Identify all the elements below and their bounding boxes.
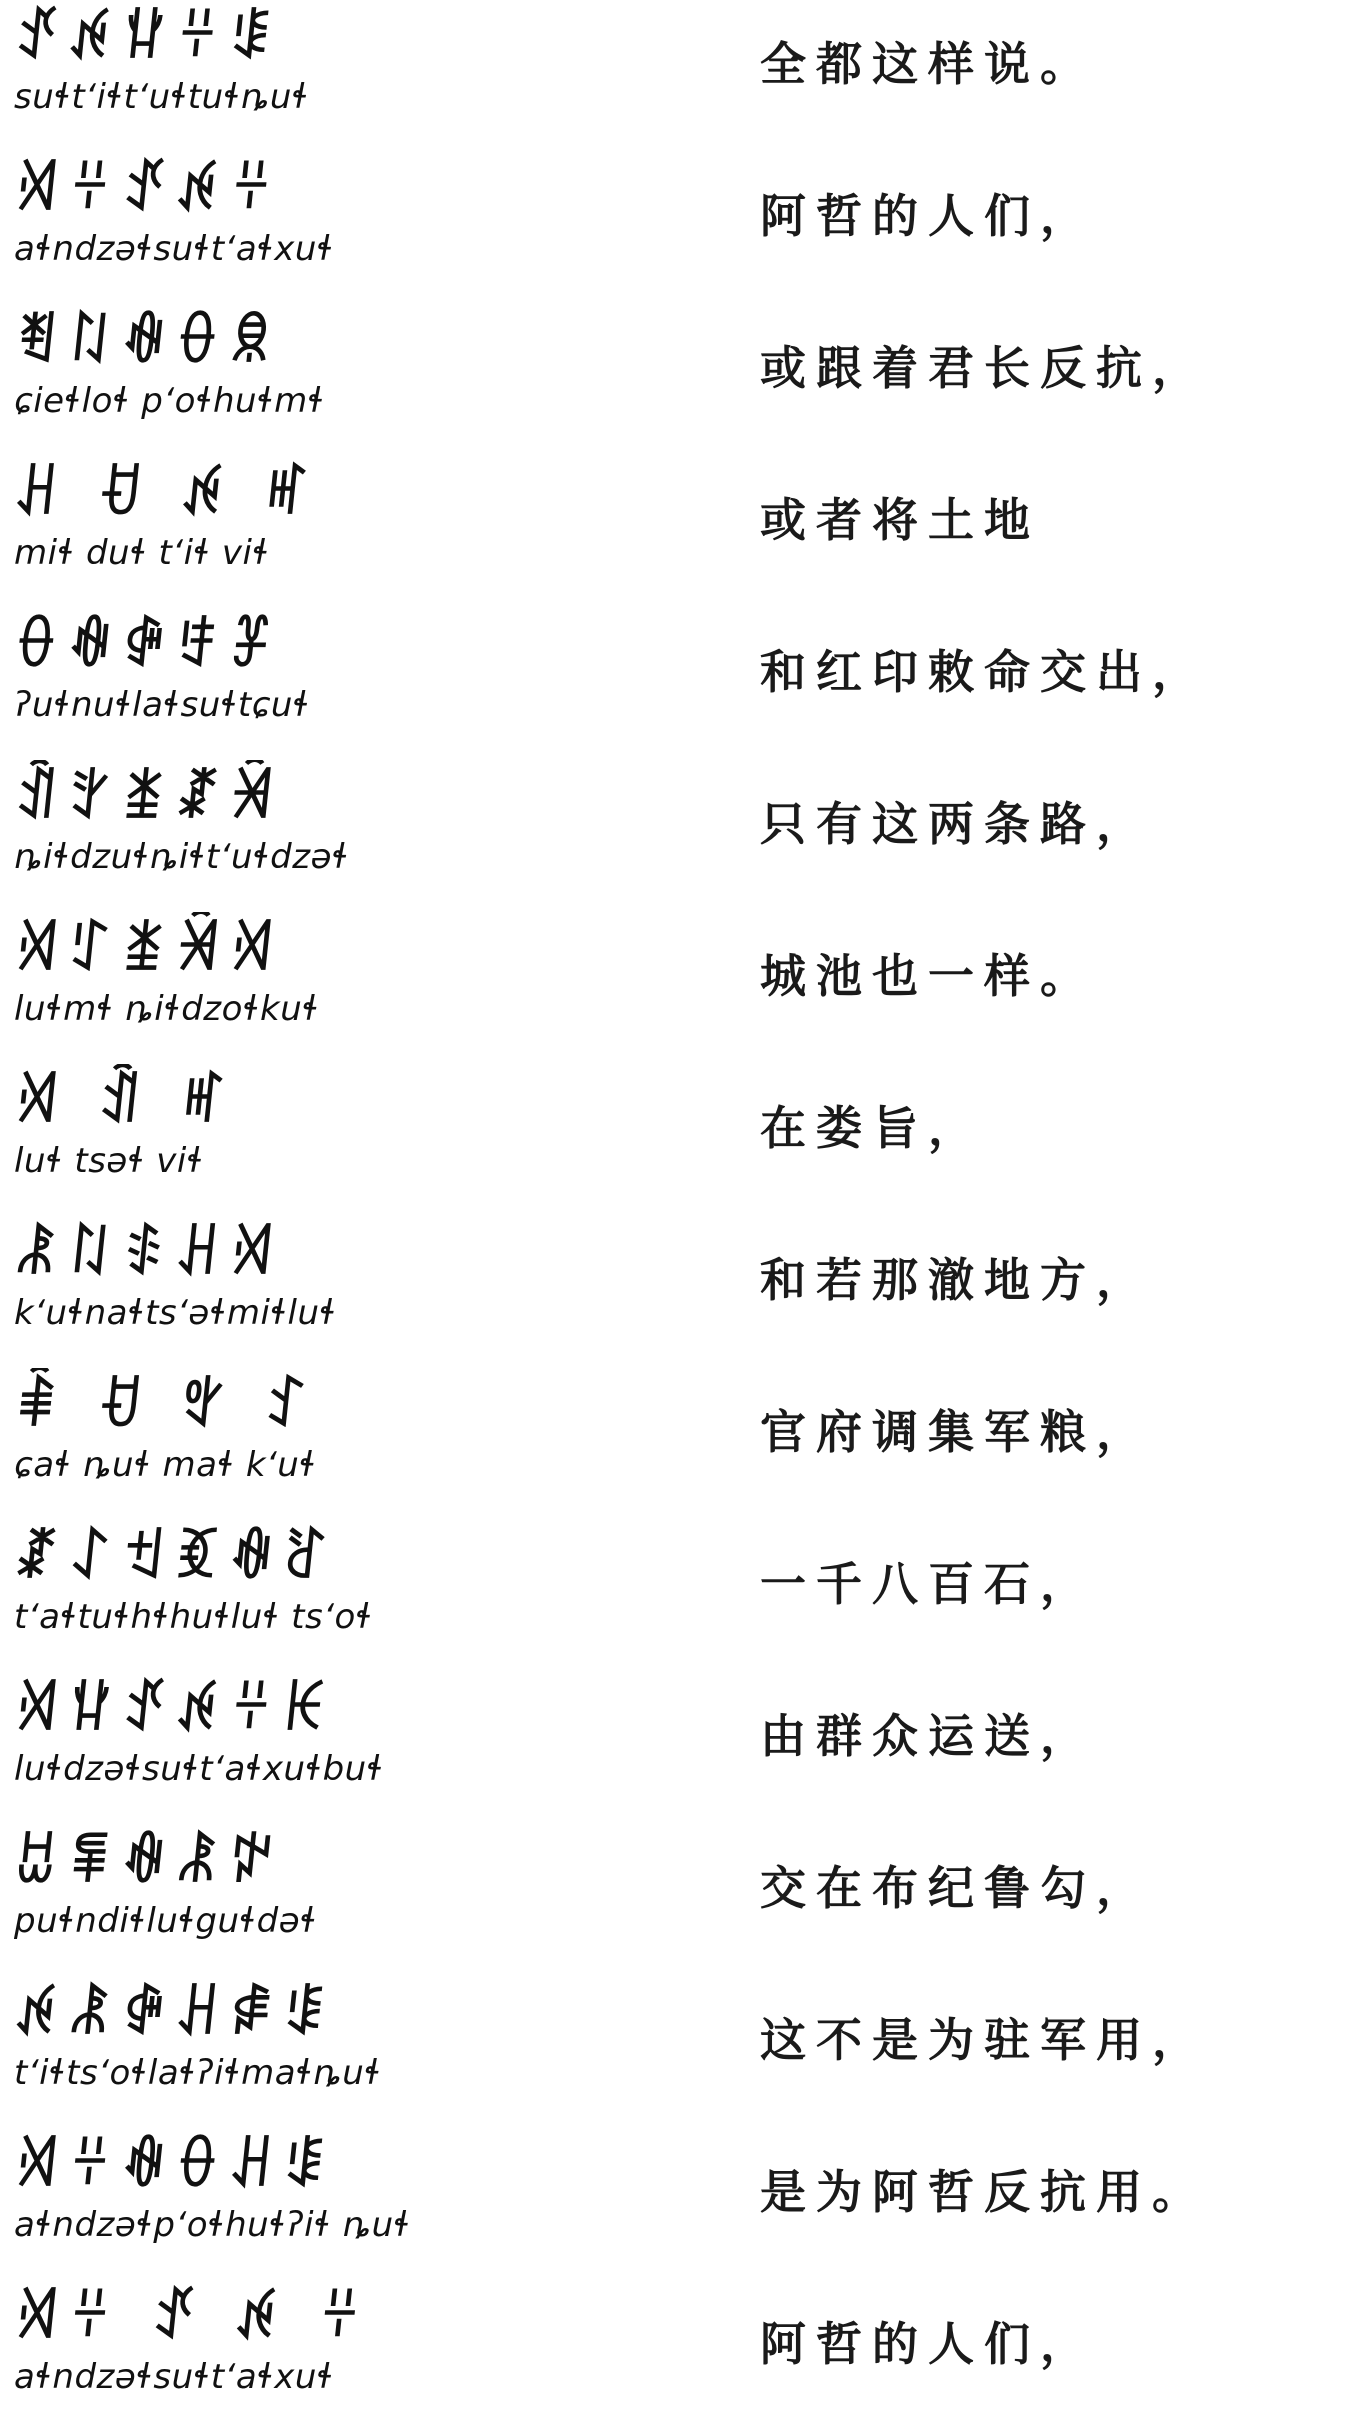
chinese-translation: 只有这两条路， (760, 797, 1152, 851)
yi-script-line: ꄮꇁꊿꂷꌋ (10, 310, 287, 375)
yi-text-block (10, 2280, 454, 2430)
yi-script-line: ꀉꇬꁧꊨꈀ (10, 766, 287, 831)
yi-script-line: ꂷꊿꋤꄜꐞ (10, 614, 287, 679)
chinese-translation: 在娄旨， (760, 1101, 984, 1155)
verse-row-1 (0, 0, 1359, 150)
yi-text-block (10, 1976, 454, 2126)
chinese-translation: 阿哲的人们， (760, 189, 1096, 243)
chinese-translation: 城池也一样。 (760, 949, 1096, 1003)
chinese-translation: 或跟着君长反抗， (760, 341, 1208, 395)
verse-row-12 (0, 1672, 1359, 1822)
yi-script-line: ꀋꉌꃚꇭꌐ (10, 6, 287, 71)
verse-row-13 (0, 1824, 1359, 1974)
verse-row-7 (0, 912, 1359, 1062)
chinese-translation: 和若那澈地方， (760, 1253, 1152, 1307)
romanization-line: kʻuɬnaɬtsʻəɬmiɬluɬ (14, 1293, 337, 1333)
chinese-translation: 阿哲的人们， (760, 2317, 1096, 2371)
verse-row-4 (0, 456, 1359, 606)
yi-text-block (10, 152, 454, 302)
yi-script-line: ꄉꇭꊿꂷꃅꌐ (10, 2134, 340, 2199)
chinese-translation: 由群众运送， (760, 1709, 1096, 1763)
yi-script-line: ꀠꁉꊿꂿꉢ (10, 1830, 287, 1895)
verse-row-16 (0, 2280, 1359, 2430)
yi-text-block (10, 2128, 454, 2278)
yi-text-block (10, 1064, 454, 1214)
romanization-line: miɬ duɬ tʻiɬ viɬ (14, 533, 270, 573)
romanization-line: suɬtʻiɬtʻuɬtuɬȵuɬ (14, 77, 309, 117)
verse-row-9 (0, 1216, 1359, 1366)
yi-script-line: ꄉꇭ ꀋ ꉌ ꇭ (10, 2286, 375, 2351)
verse-row-8 (0, 1064, 1359, 1214)
verse-row-15 (0, 2128, 1359, 2278)
yi-text-block (10, 760, 454, 910)
yi-script-line: ꑋ ꀀ ꃰ ꉘ (10, 1374, 321, 1439)
yi-text-block (10, 912, 454, 1062)
romanization-line: puɬndiɬluɬguɬdəɬ (14, 1901, 318, 1941)
verse-row-14 (0, 1976, 1359, 2126)
yi-text-block (10, 1824, 454, 1974)
yi-script-line: ꄉꇰꁧꈀꄉ (10, 918, 287, 983)
yi-text-block (10, 1520, 454, 1670)
romanization-line: ȵiɬdzuɬȵiɬtʻuɬdzəɬ (14, 837, 350, 877)
yi-script-line: ꃅ ꀀ ꉌ ꎭ (10, 462, 321, 527)
romanization-line: luɬmɬ ȵiɬdzoɬkuɬ (14, 989, 320, 1029)
yi-text-block (10, 456, 454, 606)
yi-text-block (10, 304, 454, 454)
romanization-line: luɬdzəɬsuɬtʻaɬxuɬbuɬ (14, 1749, 384, 1789)
verse-row-6 (0, 760, 1359, 910)
yi-script-line: ꂿꇁꌙꃅꄉ (10, 1222, 287, 1287)
verse-row-10 (0, 1368, 1359, 1518)
yi-text-block (10, 608, 454, 758)
yi-script-line: ꄉ ꀉ ꎭ (10, 1070, 238, 1135)
yi-script-line: ꄉꃚꀋꉌꇭꀘ (10, 1678, 340, 1743)
yi-script-line: ꄉꇭꀋꉌꇭ (10, 158, 287, 223)
romanization-line: tʻiɬtsʻoɬlaɬʔiɬmaɬȵuɬ (14, 2053, 382, 2093)
chinese-translation: 全都这样说。 (760, 37, 1096, 91)
romanization-line: aɬndzəɬpʻoɬhuɬʔiɬ ȵuɬ (14, 2205, 411, 2245)
chinese-translation: 或者将土地 (760, 493, 1040, 547)
verse-row-5 (0, 608, 1359, 758)
romanization-line: aɬndzəɬsuɬtʻaɬxuɬ (14, 2357, 334, 2397)
chinese-translation: 一千八百石， (760, 1557, 1096, 1611)
yi-script-line: ꉌꂿꋤꃅꍂꌐ (10, 1982, 340, 2047)
yi-text-block (10, 1672, 454, 1822)
romanization-line: ɕieɬloɬ pʻoɬhuɬmɬ (14, 381, 325, 421)
chinese-translation: 这不是为驻军用， (760, 2013, 1208, 2067)
yi-script-line: ꊨꋍꉬꃶꊿꋒ (10, 1526, 340, 1591)
chinese-translation: 和红印敕命交出， (760, 645, 1208, 699)
chinese-translation: 交在布纪鲁勾， (760, 1861, 1152, 1915)
yi-text-block (10, 1216, 454, 1366)
romanization-line: aɬndzəɬsuɬtʻaɬxuɬ (14, 229, 334, 269)
yi-text-block (10, 1368, 454, 1518)
romanization-line: luɬ tsəɬ viɬ (14, 1141, 204, 1181)
romanization-line: ɕaɬ ȵuɬ maɬ kʻuɬ (14, 1445, 317, 1485)
romanization-line: tʻaɬtuɬhɬhuɬluɬ tsʻoɬ (14, 1597, 373, 1637)
yi-text-block (10, 0, 454, 150)
verse-row-11 (0, 1520, 1359, 1670)
chinese-translation: 是为阿哲反抗用。 (760, 2165, 1208, 2219)
verse-row-2 (0, 152, 1359, 302)
verse-row-3 (0, 304, 1359, 454)
romanization-line: ʔuɬnuɬlaɬsuɬtɕuɬ (14, 685, 310, 725)
chinese-translation: 官府调集军粮， (760, 1405, 1152, 1459)
